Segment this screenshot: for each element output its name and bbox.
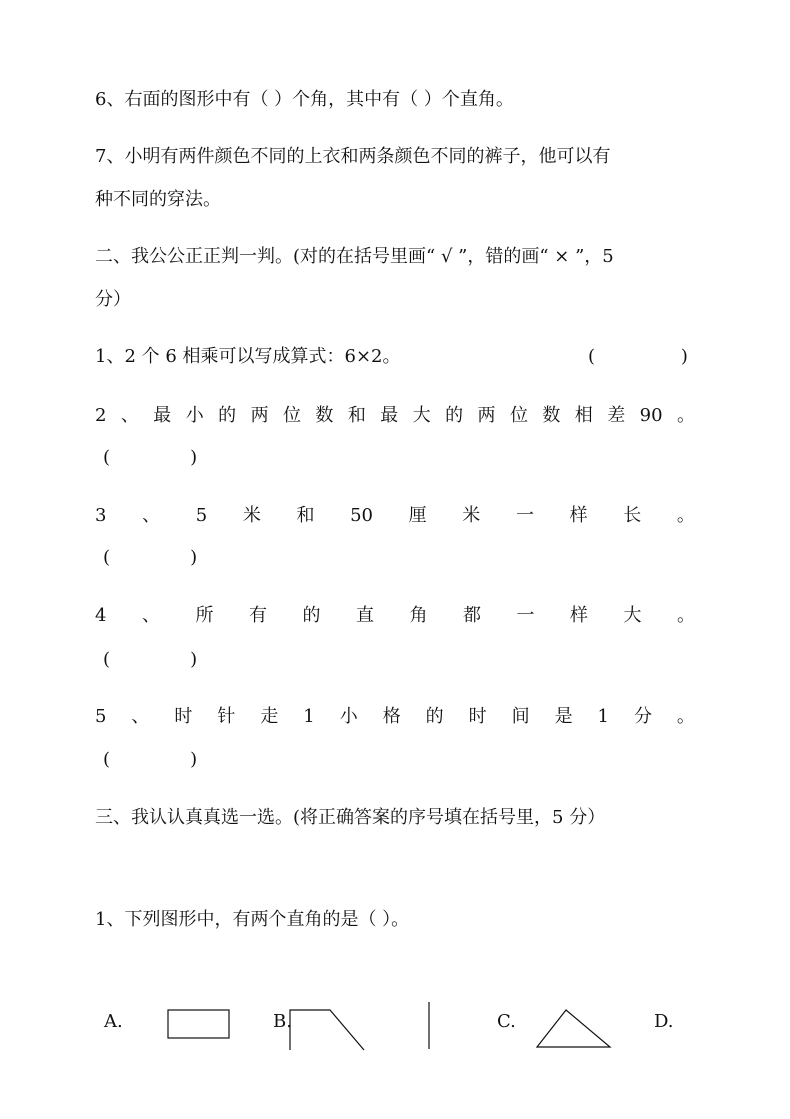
text-token: 位 (509, 405, 528, 426)
text-token: 位 (282, 405, 301, 426)
text-token: 米 (462, 505, 481, 526)
judge-item-5-answer-paren: ( ) (103, 749, 198, 770)
judge-item-1: 1、2 个 6 相乘可以写成算式：6×2。 (95, 346, 401, 367)
text-token: 长 (623, 505, 642, 526)
text-token: 和 (296, 505, 315, 526)
text-token: 、 (141, 605, 160, 626)
text-token: 的 (302, 605, 321, 626)
text-token: 相 (574, 405, 593, 426)
question-7-line-2: 种不同的穿法。 (95, 189, 221, 210)
section-2-heading-line-1: 二、我公公正正判一判。(对的在括号里画“ √ ”，错的画“ × ”，5 (95, 246, 614, 267)
text-token: 的 (218, 405, 237, 426)
text-token: 数 (315, 405, 334, 426)
text-token: 。 (676, 405, 695, 426)
option-c-label: C. (497, 1011, 516, 1032)
text-token: 两 (477, 405, 496, 426)
text-token: 走 (260, 706, 279, 727)
question-6: 6、右面的图形中有（ ）个角，其中有（ ）个直角。 (95, 89, 514, 110)
text-token: 5 (95, 706, 107, 727)
text-token: 所 (195, 605, 214, 626)
text-token: 厘 (408, 505, 427, 526)
text-token: 1 (303, 706, 315, 727)
text-token: 最 (380, 405, 399, 426)
text-token: 1 (597, 706, 609, 727)
text-token: 、 (142, 505, 161, 526)
text-token: 有 (248, 605, 267, 626)
text-token: 两 (250, 405, 269, 426)
question-7-line-1: 7、小明有两件颜色不同的上衣和两条颜色不同的裤子，他可以有 (95, 146, 611, 167)
text-token: 和 (347, 405, 366, 426)
choice-item-1: 1、下列图形中，有两个直角的是（ ）。 (95, 909, 410, 930)
text-token: 分 (633, 706, 652, 727)
text-token: 一 (516, 605, 535, 626)
judge-item-4-answer-paren: ( ) (103, 649, 198, 670)
text-token: 直 (355, 605, 374, 626)
text-token: 小 (185, 405, 204, 426)
text-token: 米 (242, 505, 261, 526)
text-token: 5 (195, 505, 208, 526)
text-token: 。 (676, 505, 695, 526)
text-token: 最 (153, 405, 172, 426)
text-token: 大 (623, 605, 642, 626)
section-3-heading: 三、我认认真真选一选。(将正确答案的序号填在括号里，5 分） (95, 807, 606, 828)
text-token: 格 (382, 706, 401, 727)
text-token: 50 (350, 505, 374, 526)
text-token: 。 (676, 706, 695, 727)
text-token: 2 (95, 405, 107, 426)
judge-item-1-answer-paren: ( ) (588, 346, 688, 367)
text-token: 90 (639, 405, 663, 426)
text-token: 的 (445, 405, 464, 426)
judge-item-2-answer-paren: ( ) (103, 447, 198, 468)
text-token: 时 (174, 706, 193, 727)
option-a-label: A. (104, 1011, 123, 1032)
text-token: 3 (95, 505, 107, 526)
text-token: 针 (217, 706, 236, 727)
text-token: 数 (542, 405, 561, 426)
text-token: 都 (462, 605, 481, 626)
option-d-label: D. (654, 1011, 674, 1032)
text-token: 间 (511, 706, 530, 727)
text-token: 、 (131, 706, 150, 727)
option-b-label: B. (273, 1011, 292, 1032)
text-token: 时 (468, 706, 487, 727)
text-token: 角 (409, 605, 428, 626)
text-token: 大 (412, 405, 431, 426)
text-token: 样 (569, 605, 588, 626)
text-token: 、 (120, 405, 139, 426)
text-token: 小 (339, 706, 358, 727)
section-2-heading-line-2: 分） (95, 289, 131, 310)
text-token: 样 (569, 505, 588, 526)
text-token: 是 (554, 706, 573, 727)
text-token: 差 (607, 405, 626, 426)
text-token: 。 (676, 605, 695, 626)
judge-item-3-answer-paren: ( ) (103, 547, 198, 568)
text-token: 的 (425, 706, 444, 727)
text-token: 4 (95, 605, 107, 626)
text-token: 一 (515, 505, 534, 526)
